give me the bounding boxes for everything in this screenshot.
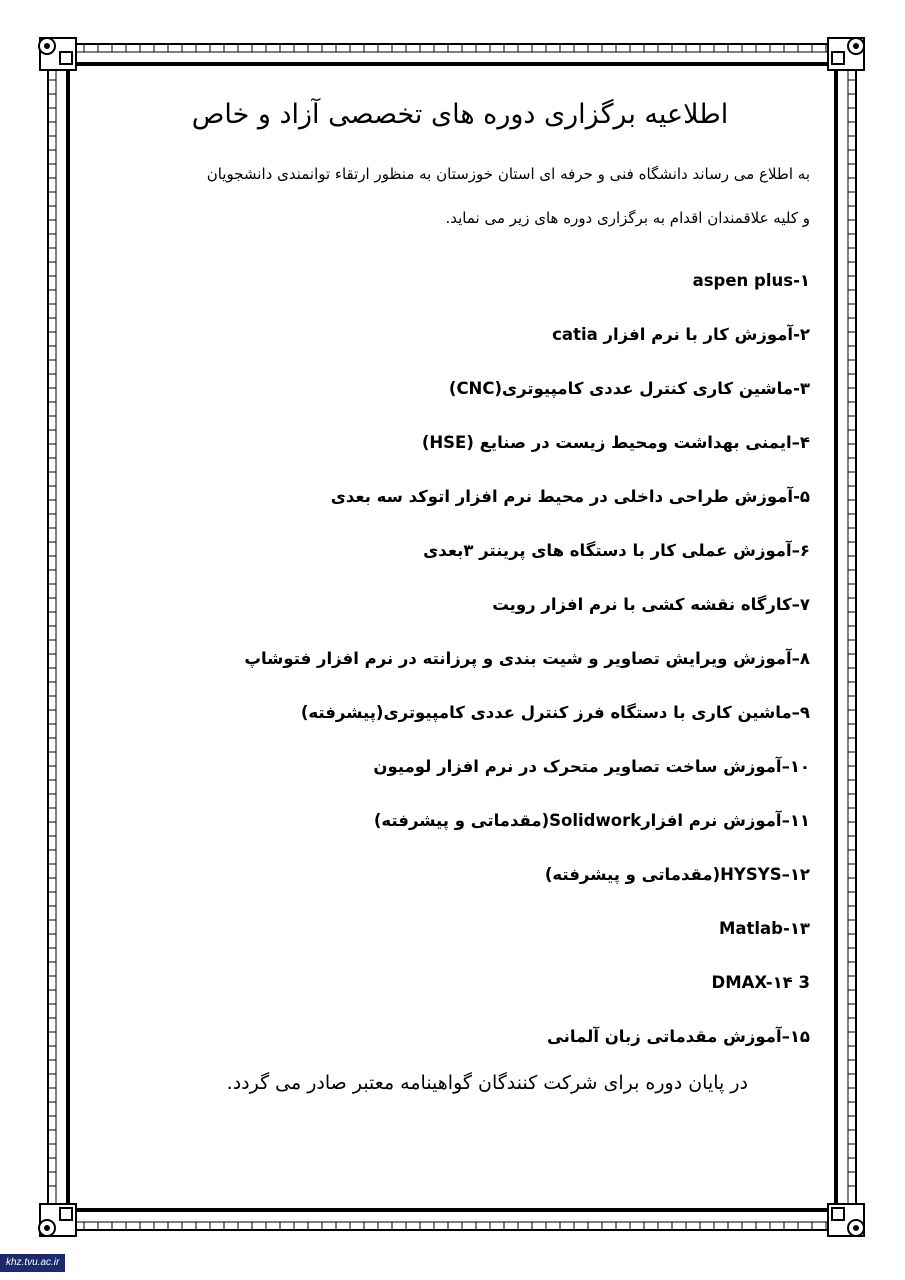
list-item: ۴–ایمنی بهداشت ومحیط زیست در صنایع (HSE) [421,433,810,452]
list-item: ۳-ماشین کاری کنترل عددی کامپیوتری(CNC) [448,379,810,398]
certificate-note: در پایان دوره برای شرکت کنندگان گواهینامه معتبر صادر می گردد. [226,1072,748,1094]
list-item: ۶–آموزش عملی کار با دستگاه های پرینتر ۳بعدی [423,541,810,560]
list-item: HYSYS–۱۲(مقدماتی و پیشرفته) [544,865,810,884]
list-item: ۱۵–آموزش مقدماتی زبان آلمانی [546,1027,810,1046]
list-item: ۸–آموزش ویرایش تصاویر و شیت بندی و پرزانته در نرم افزار فتوشاپ [244,649,810,668]
list-item: Matlab-۱۳ [718,919,810,938]
list-item: ۷–کارگاه نقشه کشی با نرم افزار رویت [492,595,810,614]
list-item: ۱۱–آموزش نرم افزارSolidwork(مقدماتی و پیشرفته) [373,811,810,830]
list-item: ۵-آموزش طراحی داخلی در محیط نرم افزار اتوکد سه بعدی [330,487,810,506]
list-item: ۱۰–آموزش ساخت تصاویر متحرک در نرم افزار لومیون [373,757,810,776]
list-item: aspen plus-۱ [692,271,810,290]
page-title: اطلاعیه برگزاری دوره های تخصصی آزاد و خاص [191,99,729,130]
corner-ornament-bl [39,1204,76,1236]
course-list [110,254,810,1064]
intro-line: و کلیه علاقمندان اقدام به برگزاری دوره های زیر می نماید. [445,209,810,227]
corner-ornament-tl [39,38,76,70]
intro-line: به اطلاع می رساند دانشگاه فنی و حرفه ای استان خوزستان به منظور ارتقاء توانمندی دانشجویان [206,165,810,183]
site-badge-link[interactable]: khz.tvu.ac.ir [0,1254,65,1272]
corner-ornament-tr [828,38,864,70]
intro-paragraph [110,152,810,240]
list-item: ۲-آموزش کار با نرم افزار catia [552,325,810,344]
corner-ornament-br [828,1204,864,1236]
list-item: 3 DMAX-۱۴ [711,973,810,992]
list-item: ۹–ماشین کاری با دستگاه فرز کنترل عددی کامپیوتری(پیشرفته) [300,703,810,722]
announcement-body [110,85,810,1094]
